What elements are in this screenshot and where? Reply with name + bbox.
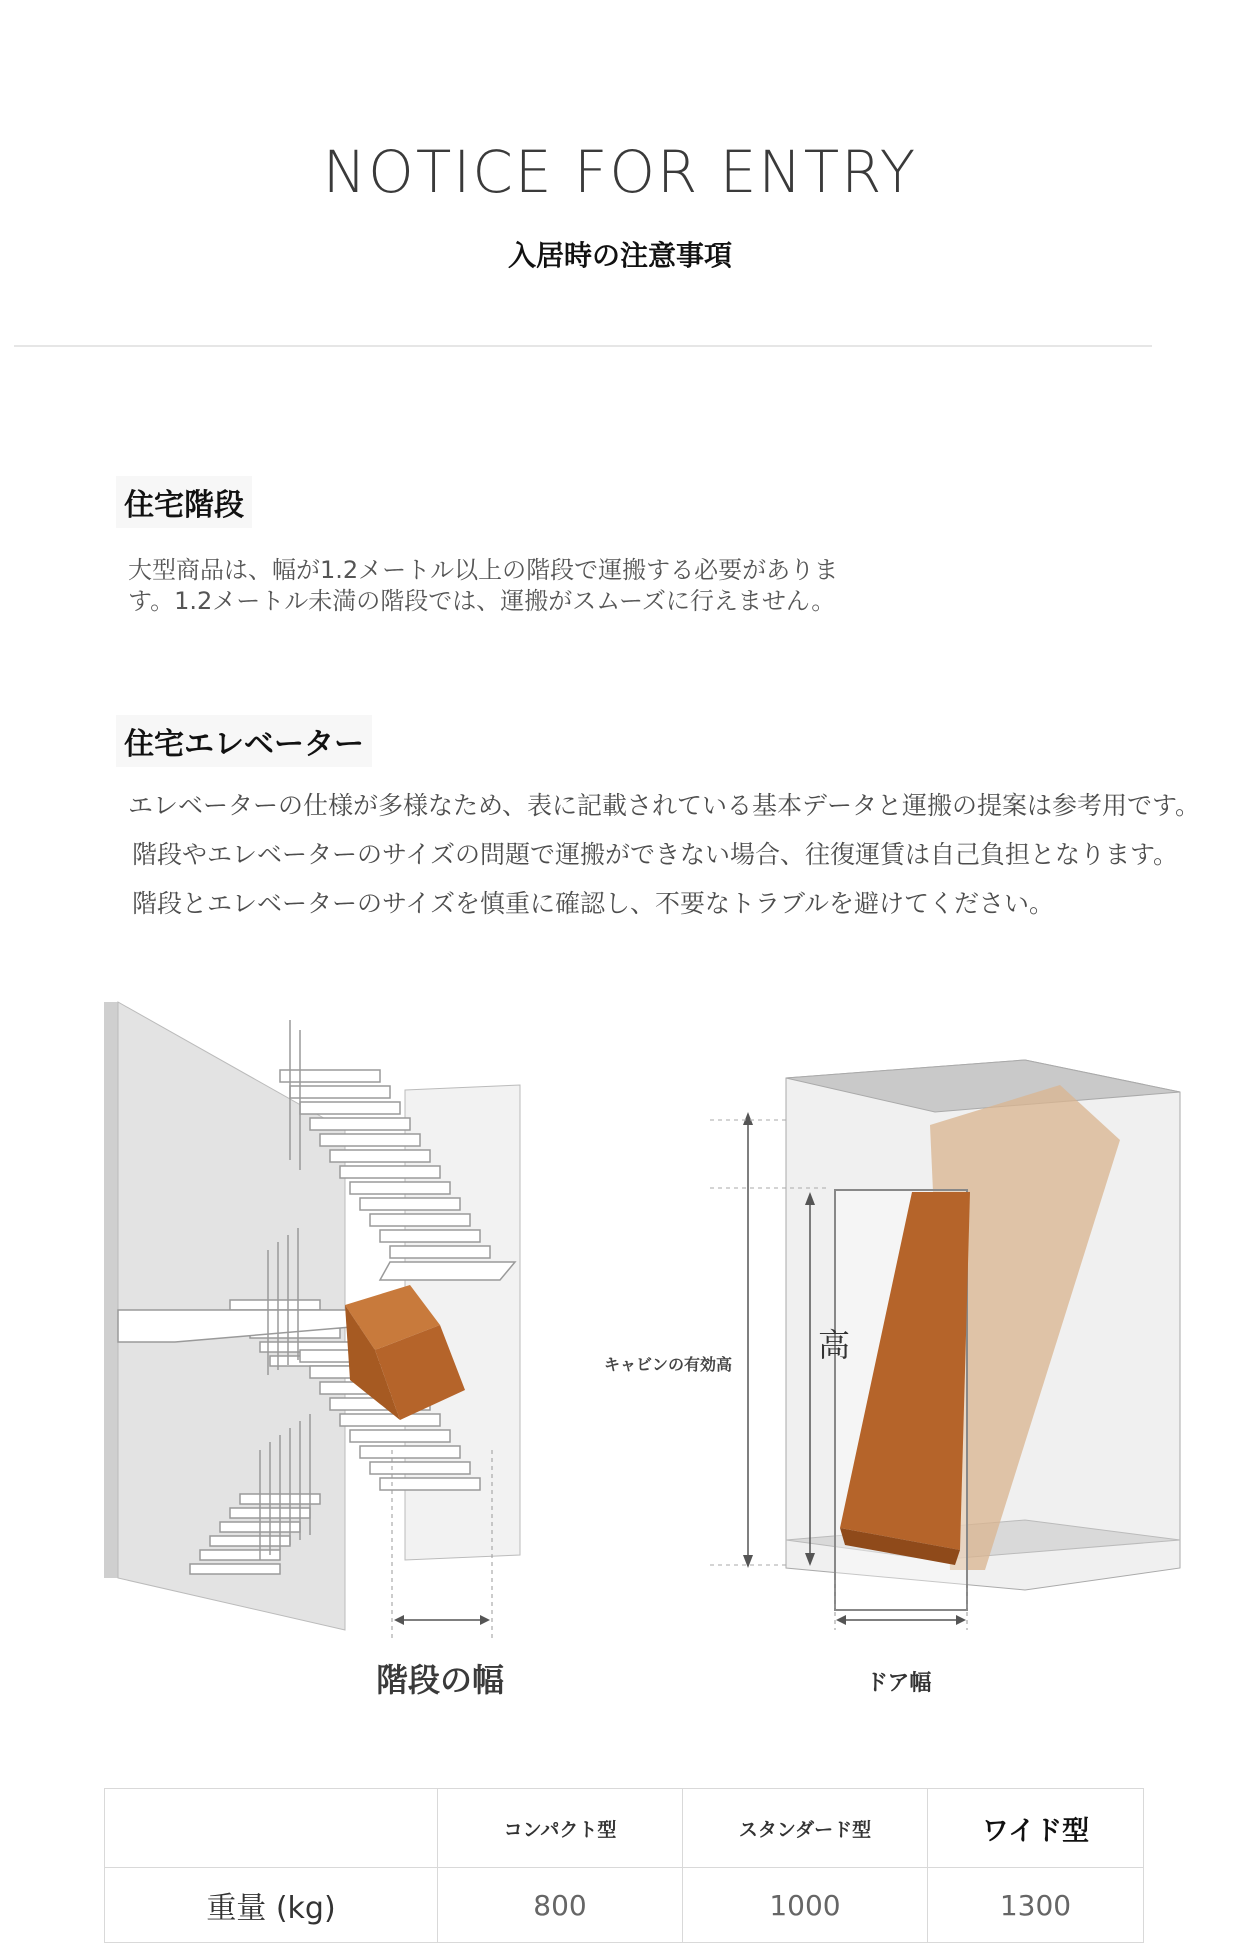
spec-table-corner: [105, 1789, 438, 1868]
spec-header-standard: スタンダード型: [683, 1789, 928, 1868]
elevator-body-line: 階段やエレベーターのサイズの問題で運搬ができない場合、往復運賃は自己負担となります。: [132, 840, 1179, 869]
spec-header-wide: ワイド型: [928, 1789, 1144, 1868]
spec-cell: 800: [438, 1868, 683, 1943]
table-row: [105, 1868, 1144, 1943]
page-subtitle: 入居時の注意事項: [507, 239, 732, 272]
spec-cell: 1000: [683, 1868, 928, 1943]
door-width-label: ドア幅: [866, 1671, 932, 1696]
elevator-body-line: エレベーターの仕様が多様なため、表に記載されている基本データと運搬の提案は参考用です。: [128, 791, 1201, 820]
height-label: 高: [818, 1326, 851, 1364]
elevator-illustration: [710, 1060, 1180, 1630]
elevator-section-title: 住宅エレベーター: [116, 715, 372, 767]
stair-illustration: [104, 1002, 520, 1640]
spec-cell: 1300: [928, 1868, 1144, 1943]
spec-row-label: 重量 (kg): [105, 1868, 438, 1943]
elevator-section-body: [0, 0, 1240, 920]
spec-header-compact: コンパクト型: [438, 1789, 683, 1868]
cabin-height-label: キャビンの有効高: [604, 1355, 733, 1374]
moving-diagram: [0, 980, 1240, 1700]
page-title: NOTICE FOR ENTRY: [322, 138, 918, 206]
stair-width-label: 階段の幅: [376, 1661, 505, 1699]
stairs-body-line: 大型商品は、幅が1.2メートル以上の階段で運搬する必要がありま: [128, 556, 839, 584]
elevator-body-line: 階段とエレベーターのサイズを慎重に確認し、不要なトラブルを避けてください。: [132, 889, 1055, 918]
stairs-section-title: 住宅階段: [116, 476, 252, 528]
diagram-illustration: [0, 980, 1240, 1700]
spec-table-header-row: [105, 1789, 1144, 1868]
stairs-body-line: す。1.2メートル未満の階段では、運搬がスムーズに行えません。: [128, 587, 836, 615]
